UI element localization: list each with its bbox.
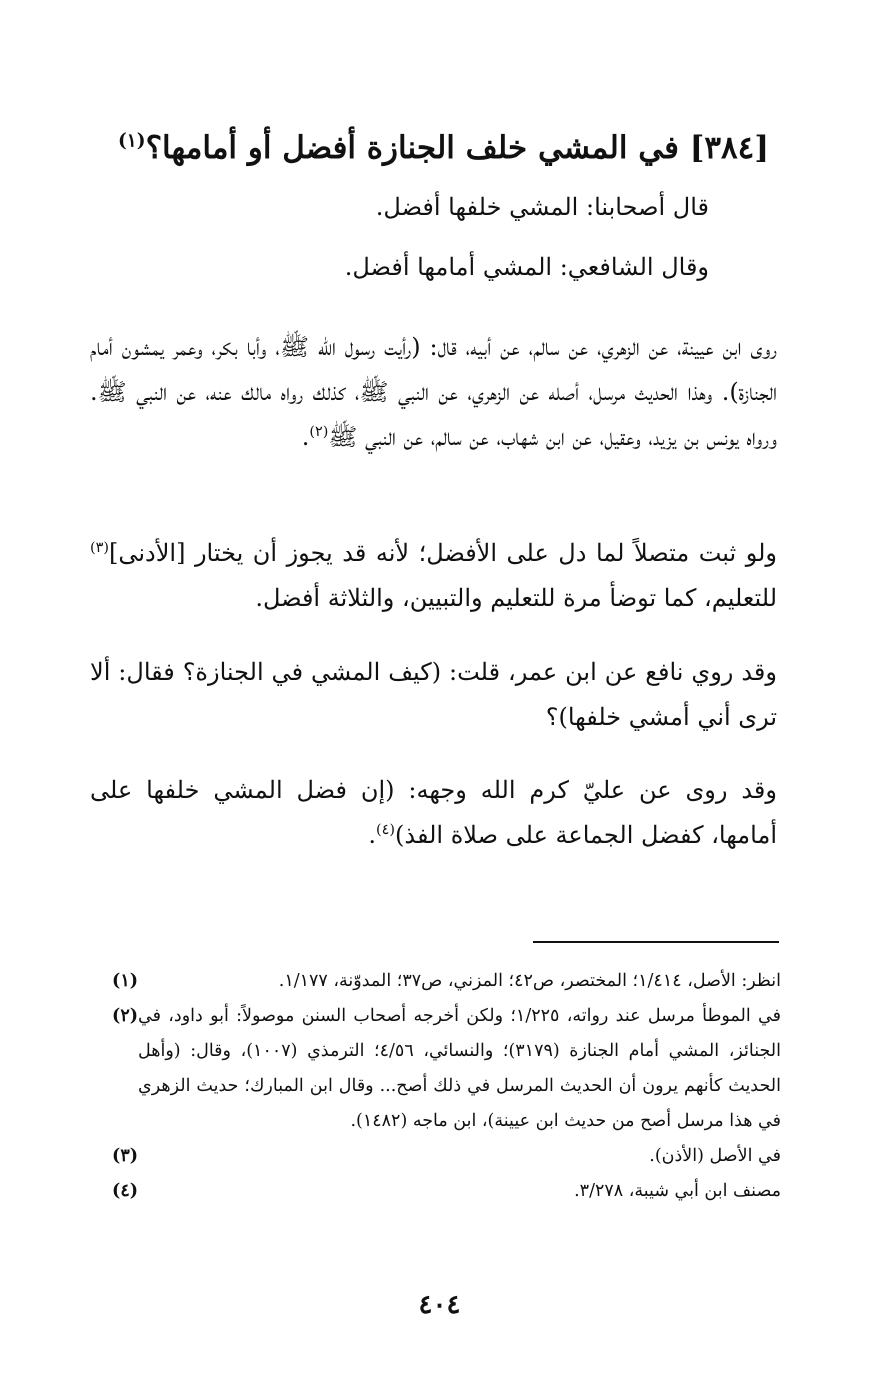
paragraph-ali-text: وقد روى عن عليّ كرم الله وجهه: (إن فضل المشي خلفها على أمامها، كفضل الجماعة على صلاة الفذ): [90, 776, 777, 849]
footnote-2: [92, 999, 781, 1139]
footnote-4: [92, 1174, 781, 1209]
paragraph-argument-text-a: ولو ثبت متصلاً لما دل على الأفضل؛ لأنه قد يجوز أن يختار [الأدنى]: [108, 539, 777, 567]
section-heading: [118, 128, 769, 168]
footnote-ref-3: (٣): [90, 540, 109, 556]
paragraph-ali: [90, 768, 777, 858]
footnote-ref-4: (٤): [376, 822, 396, 838]
footnote-number: (١): [112, 971, 138, 991]
section-heading-text: [٣٨٤] في المشي خلف الجنازة أفضل أو أمامها؟: [145, 130, 769, 166]
footnote-number: (٤): [112, 1181, 138, 1201]
footnote-text: مصنف ابن أبي شيبة، ٣/٢٧٨.: [574, 1181, 781, 1201]
footnote-1: [92, 964, 781, 999]
footnote-ref-2: (٢): [309, 424, 329, 440]
page-number: ٤٠٤: [418, 1290, 461, 1320]
footnote-separator: [533, 941, 779, 943]
footnote-text: انظر: الأصل، ١/٤١٤؛ المختصر، ص٤٢؛ المزني، ص٣٧؛ المدوّنة، ١/١٧٧.: [278, 971, 781, 991]
paragraph-ibn-umar-text: وقد روي نافع عن ابن عمر، قلت: (كيف المشي في الجنازة؟ فقال: ألا ترى أني أمشي خلفها)؟: [90, 658, 777, 731]
footnote-number: (٣): [112, 1146, 138, 1166]
footnote-text: في الأصل (الأذن).: [649, 1146, 781, 1166]
opinion-shafii: وقال الشافعي: المشي أمامها أفضل.: [344, 253, 709, 281]
paragraph-argument-text-b: للتعليم، كما توضأ مرة للتعليم والتبيين، والثلاثة أفضل.: [255, 584, 777, 612]
footnote-3: [92, 1139, 781, 1174]
paragraph-hadith-1-end: .: [301, 423, 310, 451]
footnote-number: (٢): [112, 1006, 138, 1026]
paragraph-argument: [90, 531, 777, 621]
paragraph-hadith-1-text: روى ابن عيينة، عن الزهري، عن سالم، عن أبيه، قال: (رأيت رسول الله ﷺ، وأبا بكر، وعمر يمشون أمام الجنازة). وهذا الحديث مرسل، أصله عن الزهري، عن النبي ﷺ، كذلك رواه مالك عنه، عن النبي ﷺ. ورواه يونس بن يزيد، وعقيل، عن ابن شهاب، عن سالم، عن النبي ﷺ: [90, 333, 777, 451]
footnote-text: في الموطأ مرسل عند رواته، ١/٢٢٥؛ ولكن أخرجه أصحاب السنن موصولاً: أبو داود، في الجنائز، المشي أمام الجنازة (٣١٧٩)؛ والنسائي، ٤/٥٦؛ الترمذي (١٠٠٧)، وقال: (وأهل الحديث كأنهم يرون أن الحديث المرسل في ذلك أصح... وقال ابن المبارك؛ حديث الزهري في هذا مرسل أصح من حديث ابن عيينة)، ابن ماجه (١٤٨٢).: [138, 1006, 781, 1131]
paragraph-hadith-1: [90, 325, 777, 460]
footnote-ref-1: (١): [117, 130, 146, 152]
paragraph-ibn-umar: [90, 650, 777, 740]
paragraph-ali-end: .: [368, 821, 377, 849]
footnotes: [92, 964, 781, 1209]
opinion-hanafi: قال أصحابنا: المشي خلفها أفضل.: [375, 193, 709, 221]
